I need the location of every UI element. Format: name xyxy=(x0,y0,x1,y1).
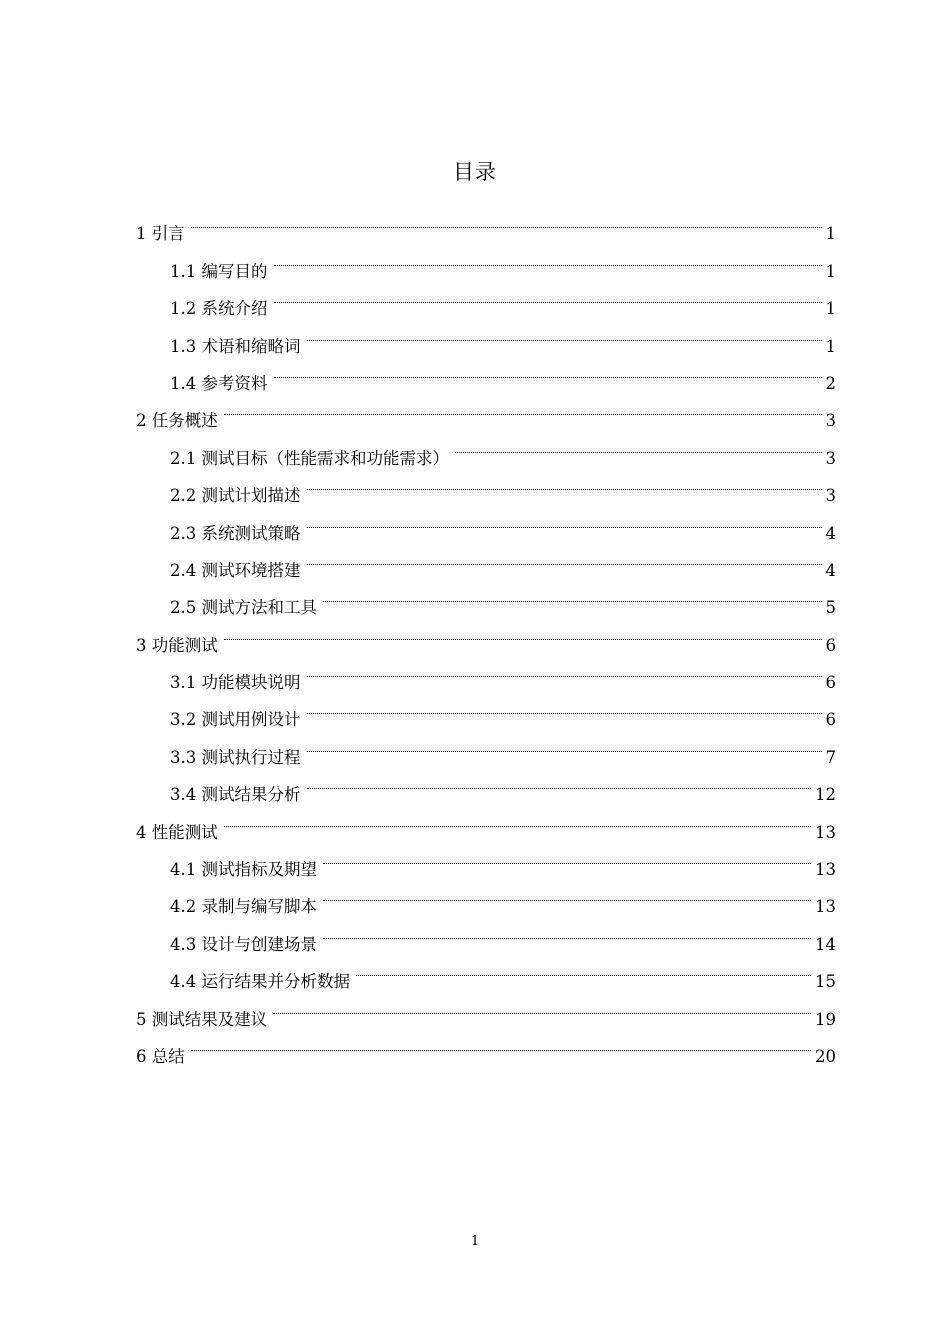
toc-entry[interactable] xyxy=(136,426,836,468)
toc-entry-page: 3 xyxy=(825,448,836,468)
toc-leader-dots xyxy=(224,613,824,650)
toc-leader-dots xyxy=(323,875,813,912)
toc-entry-page: 15 xyxy=(815,972,836,992)
toc-entry-page: 1 xyxy=(825,336,836,356)
toc-entry[interactable] xyxy=(136,1025,836,1066)
toc-entry-label: 4.4 运行结果并分析数据 xyxy=(170,972,350,992)
toc-entry-page: 19 xyxy=(815,1009,836,1029)
toc-leader-dots xyxy=(224,800,813,837)
toc-leader-dots xyxy=(274,277,824,314)
toc-entry-page: 13 xyxy=(815,897,836,917)
toc-entry-page: 3 xyxy=(825,411,836,431)
toc-leader-dots xyxy=(356,950,813,987)
toc-entry-label: 2.5 测试方法和工具 xyxy=(170,598,317,618)
toc-leader-dots xyxy=(224,389,824,426)
toc-leader-dots xyxy=(323,576,824,613)
toc-leader-dots xyxy=(273,987,813,1024)
toc-entry-label: 2 任务概述 xyxy=(136,411,218,431)
toc-entry[interactable] xyxy=(136,651,836,693)
toc-entry-page: 13 xyxy=(815,860,836,880)
toc-leader-dots xyxy=(307,314,824,351)
toc-leader-dots xyxy=(307,688,824,725)
toc-entry-label: 3.4 测试结果分析 xyxy=(170,785,301,805)
toc-leader-dots xyxy=(455,426,824,463)
toc-entry-page: 6 xyxy=(825,673,836,693)
toc-entry-label: 5 测试结果及建议 xyxy=(136,1009,268,1029)
toc-entry-label: 3.1 功能模块说明 xyxy=(170,673,301,693)
toc-leader-dots xyxy=(307,501,824,538)
toc-entry-page: 2 xyxy=(825,373,836,393)
toc-entry[interactable] xyxy=(136,838,836,880)
toc-entry-label: 4.2 录制与编写脚本 xyxy=(170,897,317,917)
toc-entry-label: 1.2 系统介绍 xyxy=(170,299,268,319)
toc-entry-label: 6 总结 xyxy=(136,1046,185,1066)
toc-leader-dots xyxy=(307,651,824,688)
toc-leader-dots xyxy=(307,725,824,762)
toc-leader-dots xyxy=(274,239,824,276)
toc-entry-page: 4 xyxy=(825,560,836,580)
page-number: 1 xyxy=(470,1234,480,1249)
toc-entry-page: 4 xyxy=(825,523,836,543)
table-of-contents xyxy=(136,202,836,1066)
toc-leader-dots xyxy=(323,912,813,949)
toc-entry-page: 14 xyxy=(815,934,836,954)
toc-entry[interactable] xyxy=(136,239,836,281)
toc-entry-label: 1.4 参考资料 xyxy=(170,373,268,393)
toc-entry-page: 20 xyxy=(815,1046,836,1066)
toc-entry-label: 1.3 术语和缩略词 xyxy=(170,336,301,356)
toc-leader-dots xyxy=(323,838,813,875)
toc-entry-label: 2.4 测试环境搭建 xyxy=(170,560,301,580)
toc-leader-dots xyxy=(191,202,824,239)
toc-entry-page: 3 xyxy=(825,486,836,506)
toc-entry-label: 3.3 测试执行过程 xyxy=(170,747,301,767)
toc-entry-label: 4.3 设计与创建场景 xyxy=(170,934,317,954)
toc-entry-page: 7 xyxy=(825,747,836,767)
toc-entry-page: 12 xyxy=(815,785,836,805)
toc-entry-label: 3 功能测试 xyxy=(136,635,218,655)
toc-entry-label: 4.1 测试指标及期望 xyxy=(170,860,317,880)
toc-leader-dots xyxy=(307,763,814,800)
toc-entry-label: 1 引言 xyxy=(136,224,185,244)
toc-leader-dots xyxy=(191,1025,813,1062)
toc-entry-page: 13 xyxy=(815,822,836,842)
toc-leader-dots xyxy=(307,464,824,501)
toc-entry-page: 1 xyxy=(825,261,836,281)
toc-entry-label: 3.2 测试用例设计 xyxy=(170,710,301,730)
toc-entry-label: 2.2 测试计划描述 xyxy=(170,486,301,506)
toc-entry-page: 6 xyxy=(825,710,836,730)
toc-entry-page: 5 xyxy=(825,598,836,618)
toc-entry[interactable] xyxy=(136,389,836,431)
toc-entry-label: 4 性能测试 xyxy=(136,822,218,842)
toc-title: 目录 xyxy=(453,160,497,184)
toc-leader-dots xyxy=(274,352,824,389)
toc-entry-page: 6 xyxy=(825,635,836,655)
toc-entry-page: 1 xyxy=(825,299,836,319)
toc-entry[interactable] xyxy=(136,613,836,655)
toc-leader-dots xyxy=(307,539,824,576)
toc-entry-label: 1.1 编写目的 xyxy=(170,261,268,281)
toc-entry-page: 1 xyxy=(825,224,836,244)
toc-entry[interactable] xyxy=(136,202,836,244)
toc-entry[interactable] xyxy=(136,800,836,842)
toc-entry-label: 2.3 系统测试策略 xyxy=(170,523,301,543)
toc-entry-label: 2.1 测试目标（性能需求和功能需求） xyxy=(170,448,449,468)
